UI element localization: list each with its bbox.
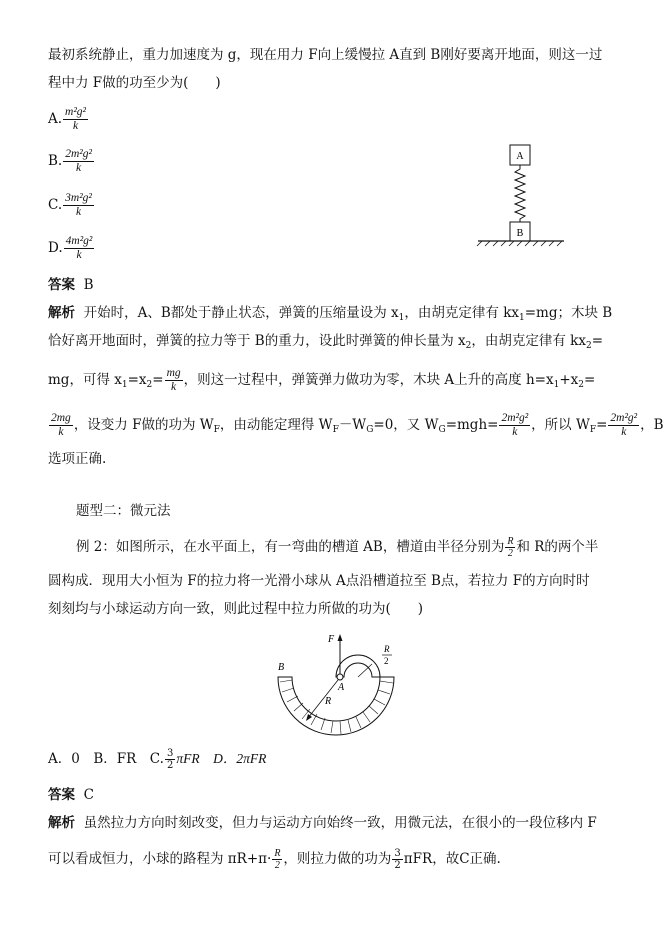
answer-label: 答案 (48, 277, 75, 293)
q1-option-a[interactable] (48, 106, 89, 133)
q1-analysis-line1: 解析 开始时，A、B都处于静止状态，弹簧的压缩量设为 $x_1$，由胡克定律有 $kx_1=mg$；木块 B (48, 305, 613, 323)
q2-stem-line3: 刻刻均与小球运动方向一致，则此过程中拉力所做的功为( ) (48, 601, 424, 617)
label-a: A (338, 682, 345, 693)
spring (515, 165, 525, 222)
option-label: C. (48, 197, 63, 213)
q1-option-b[interactable] (48, 148, 95, 175)
option-fraction: $\frac{\text{2m²g²}}{k}$ (65, 148, 92, 174)
q1-option-c[interactable] (48, 192, 95, 219)
label-f: F (328, 634, 335, 645)
block-b-label: B (516, 228, 524, 239)
fraction: $\frac{3}{2}$ (394, 848, 401, 871)
option-label: D. (48, 240, 63, 256)
ball (337, 674, 343, 680)
option-fraction: $\frac{\text{4m²g²}}{k}$ (65, 235, 93, 261)
label-r: R (325, 696, 332, 707)
fraction: $\frac{\text{2m²g²}}{k}$ (501, 412, 529, 438)
option-fraction: $\frac{\text{m²g²}}{k}$ (65, 106, 86, 132)
analysis-label: 解析 (48, 815, 75, 831)
q2-stem-line1: 例 2：如图所示，在水平面上，有一弯曲的槽道 AB，槽道由半径分别为 $\frac{R}{2}$ 和 R的两个半 (76, 536, 599, 559)
answer-label: 答案 (48, 787, 75, 803)
q1-stem-line1: 最初系统静止，重力加速度为 g，现在用力 F向上缓慢拉 A直到 B刚好要离开地面，则这一过 (48, 47, 603, 63)
option-fraction: $\frac{\text{3m²g²}}{k}$ (65, 192, 92, 218)
fraction: $\frac{R}{2}$ (274, 848, 281, 871)
spring-blocks-figure (470, 140, 580, 250)
answer-value: C (83, 787, 94, 803)
force-arrowhead (338, 634, 343, 641)
ground-hatch (477, 241, 562, 246)
answer-value: B (83, 277, 94, 293)
q2-options[interactable]: A．0 B．FR C. $\frac{3}{2}$ πFR D．2πFR (48, 748, 267, 771)
q2-answer (48, 786, 94, 804)
label-r2-den: 2 (384, 656, 389, 666)
fraction: $\frac{3}{2}$ (166, 748, 174, 771)
q1-stem-line2: 程中力 F做的功至少为( ) (48, 75, 221, 91)
block-a-label: A (516, 151, 524, 162)
label-b: B (278, 662, 285, 673)
option-label: A. (48, 111, 63, 127)
fraction: $\frac{\text{2m²g²}}{k}$ (610, 412, 638, 438)
fraction: $\frac{2mg}{k}$ (51, 412, 71, 438)
q1-option-d[interactable] (48, 235, 95, 262)
label-r2-num: R (384, 644, 390, 654)
q1-analysis-line3: mg，可得 $x_1=x_2=$ $\frac{mg}{k}$ ，则这一过程中，弹簧弹力做功为零，木块 A上升的高度 $h=x_1+x_2=$ (48, 367, 596, 393)
q1-answer (48, 276, 94, 294)
fraction: $\frac{R}{2}$ (507, 536, 514, 559)
section-title: 题型二：微元法 (76, 503, 171, 519)
fraction: $\frac{mg}{k}$ (166, 367, 181, 393)
large-groove (278, 677, 394, 735)
small-groove (336, 655, 380, 677)
q2-analysis-line2: 可以看成恒力，小球的路程为 πR+π· $\frac{R}{2}$ ，则拉力做的功为 $\frac{3}{2}$ πFR，故C正确. (48, 848, 501, 871)
q1-analysis-line2: 恰好离开地面时，弹簧的拉力等于 B的重力，设此时弹簧的伸长量为 $x_2$，由胡克定律有 $kx_2=$ (48, 333, 603, 351)
option-label: B. (48, 153, 63, 169)
q2-analysis-line1: 解析 虽然拉力方向时刻改变，但力与运动方向始终一致，用微元法，在很小的一段位移内 F (48, 815, 597, 831)
q2-stem-line2: 圆构成．现用大小恒为 F的拉力将一光滑小球从 A点沿槽道拉至 B点，若拉力 F的方向时时 (48, 573, 590, 589)
q1-analysis-line4: $\frac{2mg}{k}$ ，设变力 F做的功为 $W_F$，由动能定理得 $W_F-W_G=0$，又 $W_G=mgh=$ $\frac{\text{2m²g²}}{k}$ ，所以 $W_F=$ $\frac{\text{2m²g²}}{k}$ ，B (51, 412, 664, 438)
analysis-label: 解析 (48, 305, 75, 321)
radius-line (308, 680, 338, 718)
groove-figure (268, 620, 408, 745)
q1-analysis-line5: 选项正确. (48, 451, 107, 467)
